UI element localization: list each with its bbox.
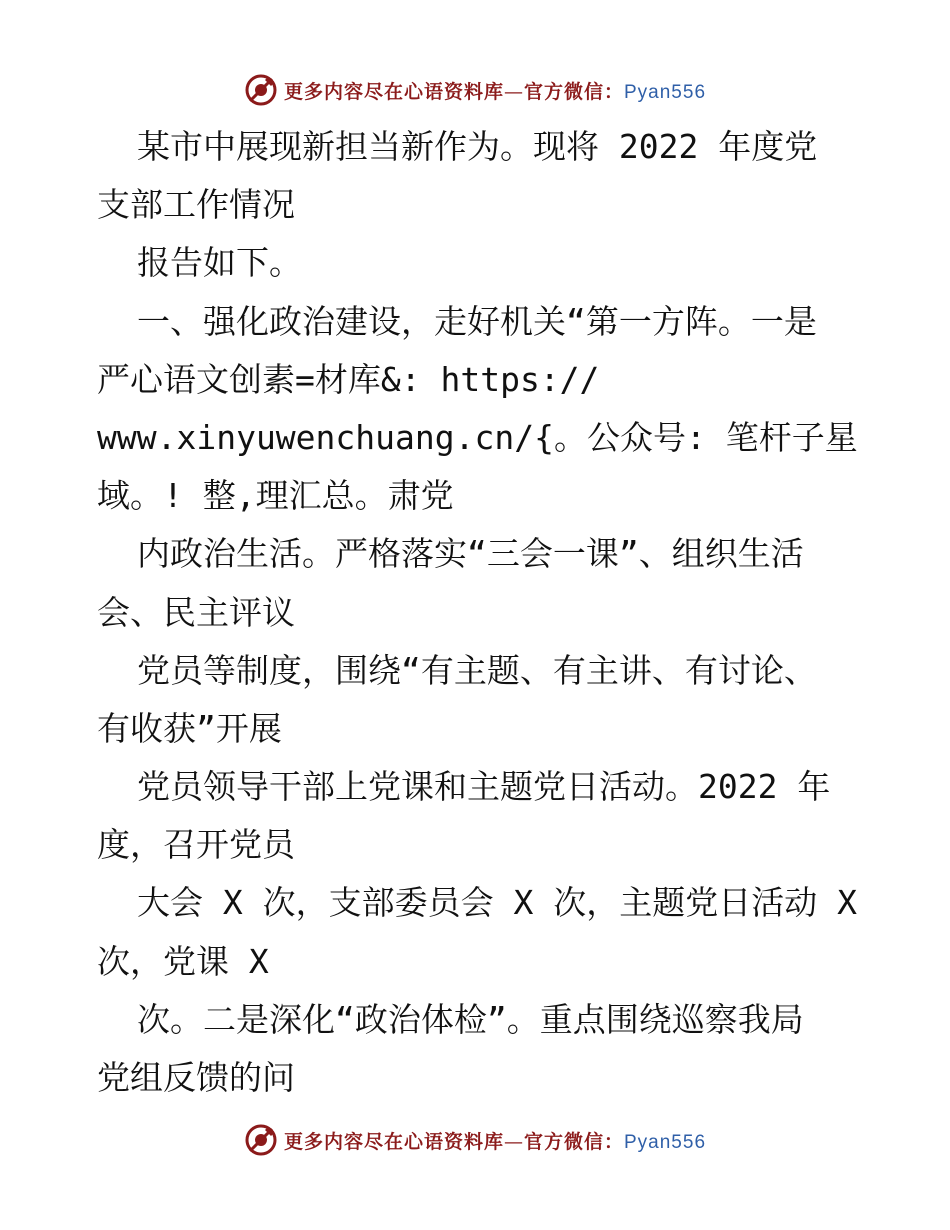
- banner-official-label: 官方微信：: [523, 1130, 624, 1153]
- text-line: 党员领导干部上党课和主题党日活动。2022 年: [137, 767, 831, 807]
- banner-account: Pyan556: [624, 81, 707, 103]
- text-line: 度，召开党员: [97, 825, 295, 865]
- text-line: 次，党课 X: [97, 941, 269, 981]
- text-line: 一、强化政治建设，走好机关“第一方阵。一是: [137, 301, 817, 341]
- header-banner: [0, 70, 950, 110]
- text-line: 严心语文创素=材库&: https://: [97, 359, 600, 399]
- banner-main-text: 更多内容尽在心语资料库: [283, 80, 504, 103]
- text-line: 域。! 整,理汇总。肃党: [97, 476, 454, 516]
- text-line: 报告如下。: [137, 243, 302, 283]
- footer-banner: [0, 1120, 950, 1160]
- banner-account: Pyan556: [624, 1131, 707, 1153]
- text-line: 大会 X 次，支部委员会 X 次，主题党日活动 X: [137, 883, 857, 923]
- text-line: 次。二是深化“政治体检”。重点围绕巡察我局: [137, 999, 804, 1039]
- banner-main-text: 更多内容尽在心语资料库: [283, 1130, 504, 1153]
- text-line: 党员等制度，围绕“有主题、有主讲、有讨论、: [137, 650, 817, 690]
- banner-dash: —: [503, 1130, 524, 1153]
- text-line: 有收获”开展: [97, 708, 282, 748]
- text-line: 支部工作情况: [97, 185, 295, 225]
- banner-official-label: 官方微信：: [523, 80, 624, 103]
- text-line: www.xinyuwenchuang.cn/{。公众号: 笔杆子星: [97, 417, 858, 457]
- text-line: 会、民主评议: [97, 592, 295, 632]
- pen-logo-icon: [244, 1123, 278, 1157]
- pen-logo-icon: [244, 73, 278, 107]
- body-text: [97, 118, 857, 1107]
- text-line: 党组反馈的问: [97, 1058, 295, 1097]
- text-line: 某市中展现新担当新作为。现将 2022 年度党: [137, 127, 818, 166]
- text-line: 内政治生活。严格落实“三会一课”、组织生活: [137, 534, 804, 574]
- banner-dash: —: [503, 80, 524, 103]
